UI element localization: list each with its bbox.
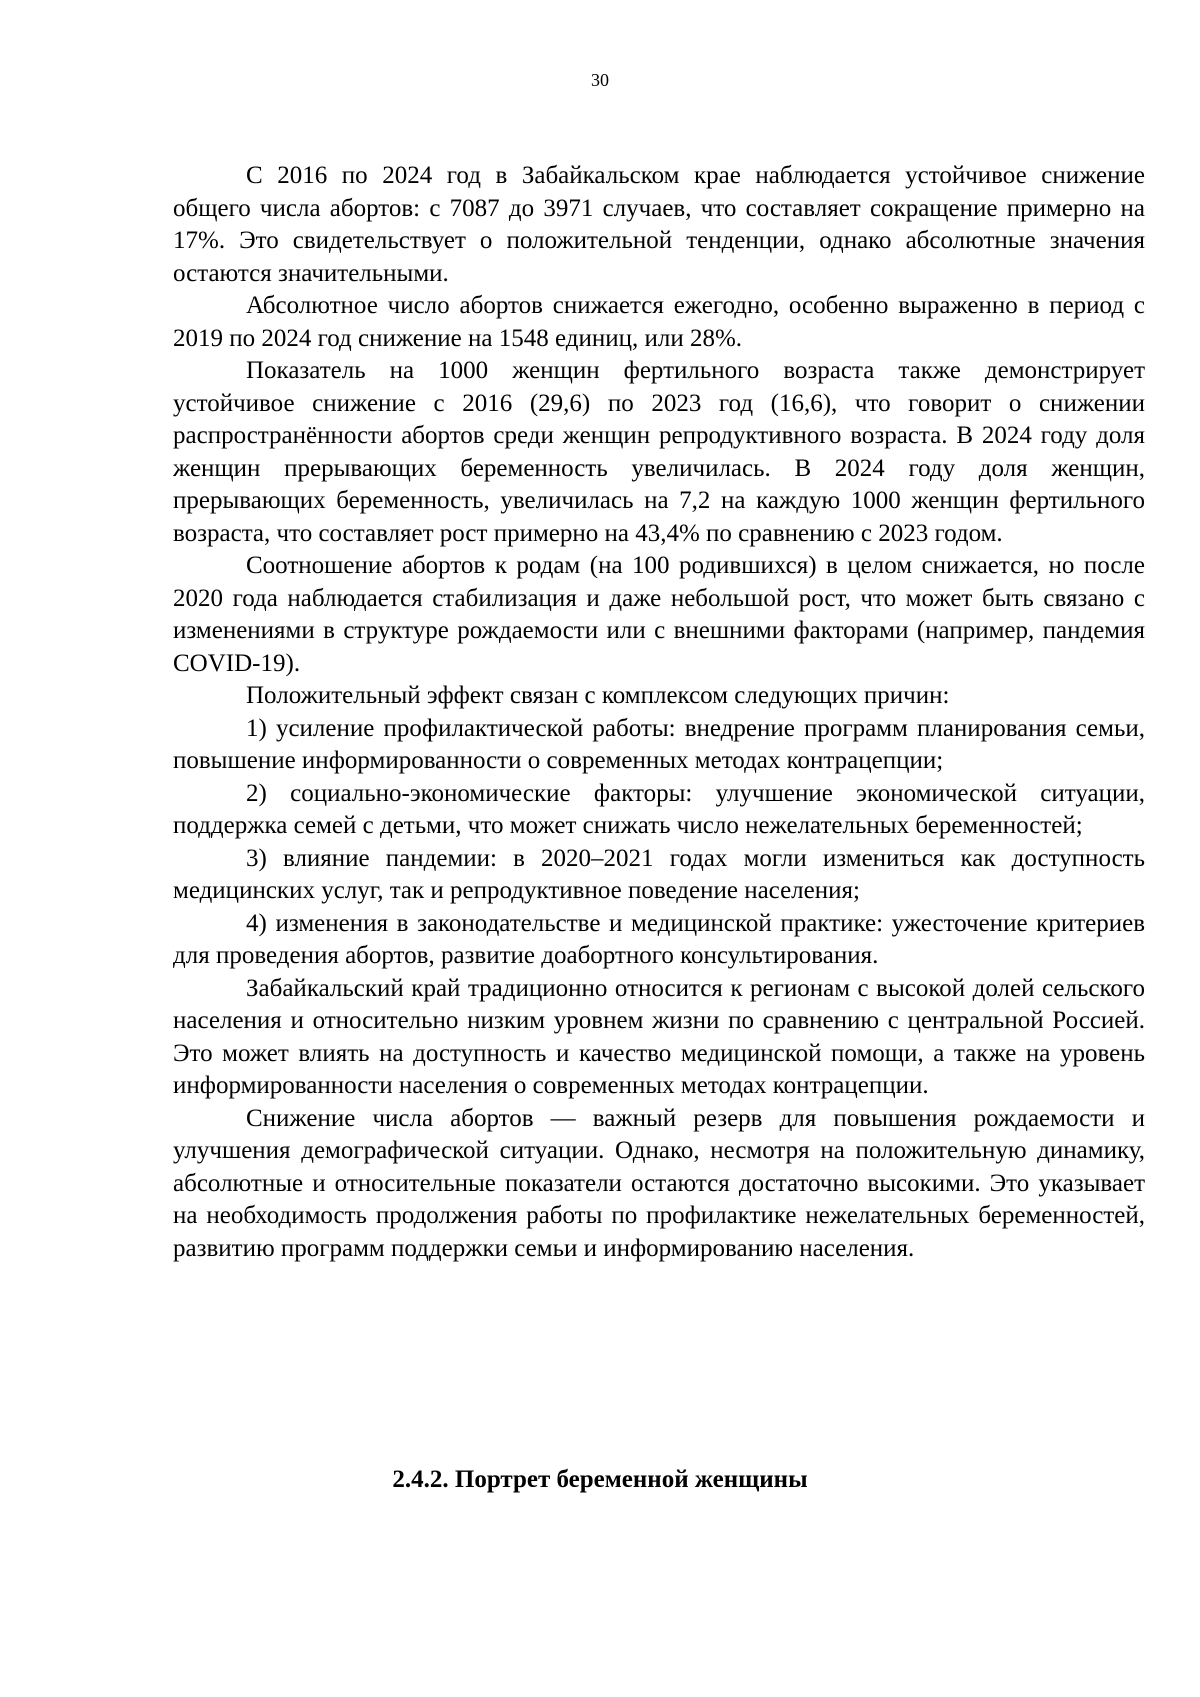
section-heading: 2.4.2. Портрет беременной женщины: [392, 1466, 808, 1493]
list-item-legislation: 4) изменения в законодательстве и медицинской практике: ужесточение критериев для проведения абортов, развитие доабортного консультирования.: [173, 909, 1145, 969]
paragraph-abortion-decline: С 2016 по 2024 год в Забайкальском крае наблюдается устойчивое снижение общего числа абортов: с 7087 до 3971 случаев, что составляет сокращение примерно на 17%. Это свидетельствует о положительной тенденции, однако абсолютные значения остаются значительными.: [173, 162, 1145, 287]
list-item-pandemic: 3) влияние пандемии: в 2020–2021 годах могли измениться как доступность медицинских услуг, так и репродуктивное поведение населения;: [173, 844, 1145, 904]
list-item-socioeconomic: 2) социально-экономические факторы: улучшение экономической ситуации, поддержка семей с детьми, что может снижать число нежелательных беременностей;: [173, 779, 1145, 839]
body-text: [173, 160, 1145, 1265]
paragraph-causes-intro: Положительный эффект связан с комплексом следующих причин:: [246, 682, 950, 709]
page-number: 30: [591, 70, 609, 90]
paragraph-per-1000-women: Показатель на 1000 женщин фертильного возраста также демонстрирует устойчивое снижение с 2016 (29,6) по 2023 год (16,6), что говорит о снижении распространённости абортов среди женщин репродуктивного возраста. В 2024 году доля женщин прерывающих беременность увеличилась. В 2024 году доля женщин, прерывающих беременность, увеличилась на 7,2 на каждую 1000 женщин фертильного возраста, что составляет рост примерно на 43,4% по сравнению с 2023 годом.: [173, 357, 1145, 547]
list-item-prevention: 1) усиление профилактической работы: внедрение программ планирования семьи, повышение информированности о современных методах контрацепции;: [173, 714, 1145, 774]
paragraph-conclusion: Снижение числа абортов — важный резерв для повышения рождаемости и улучшения демографической ситуации. Однако, несмотря на положительную динамику, абсолютные и относительные показатели остаются достаточно высокими. Это указывает на необходимость продолжения работы по профилактике нежелательных беременностей, развитию программ поддержки семьи и информированию населения.: [173, 1104, 1145, 1262]
paragraph-absolute-decrease: Абсолютное число абортов снижается ежегодно, особенно выраженно в период с 2019 по 2024 год снижение на 1548 единиц, или 28%.: [173, 292, 1145, 352]
paragraph-region-characteristics: Забайкальский край традиционно относится к регионам с высокой долей сельского населения и относительно низким уровнем жизни по сравнению с центральной Россией. Это может влиять на доступность и качество медицинской помощи, а также на уровень информированности населения о современных методах контрацепции.: [173, 974, 1145, 1099]
paragraph-abortion-to-birth-ratio: Соотношение абортов к родам (на 100 родившихся) в целом снижается, но после 2020 года наблюдается стабилизация и даже небольшой рост, что может быть связано с изменениями в структуре рождаемости или с внешними факторами (например, пандемия COVID-19).: [173, 552, 1145, 677]
